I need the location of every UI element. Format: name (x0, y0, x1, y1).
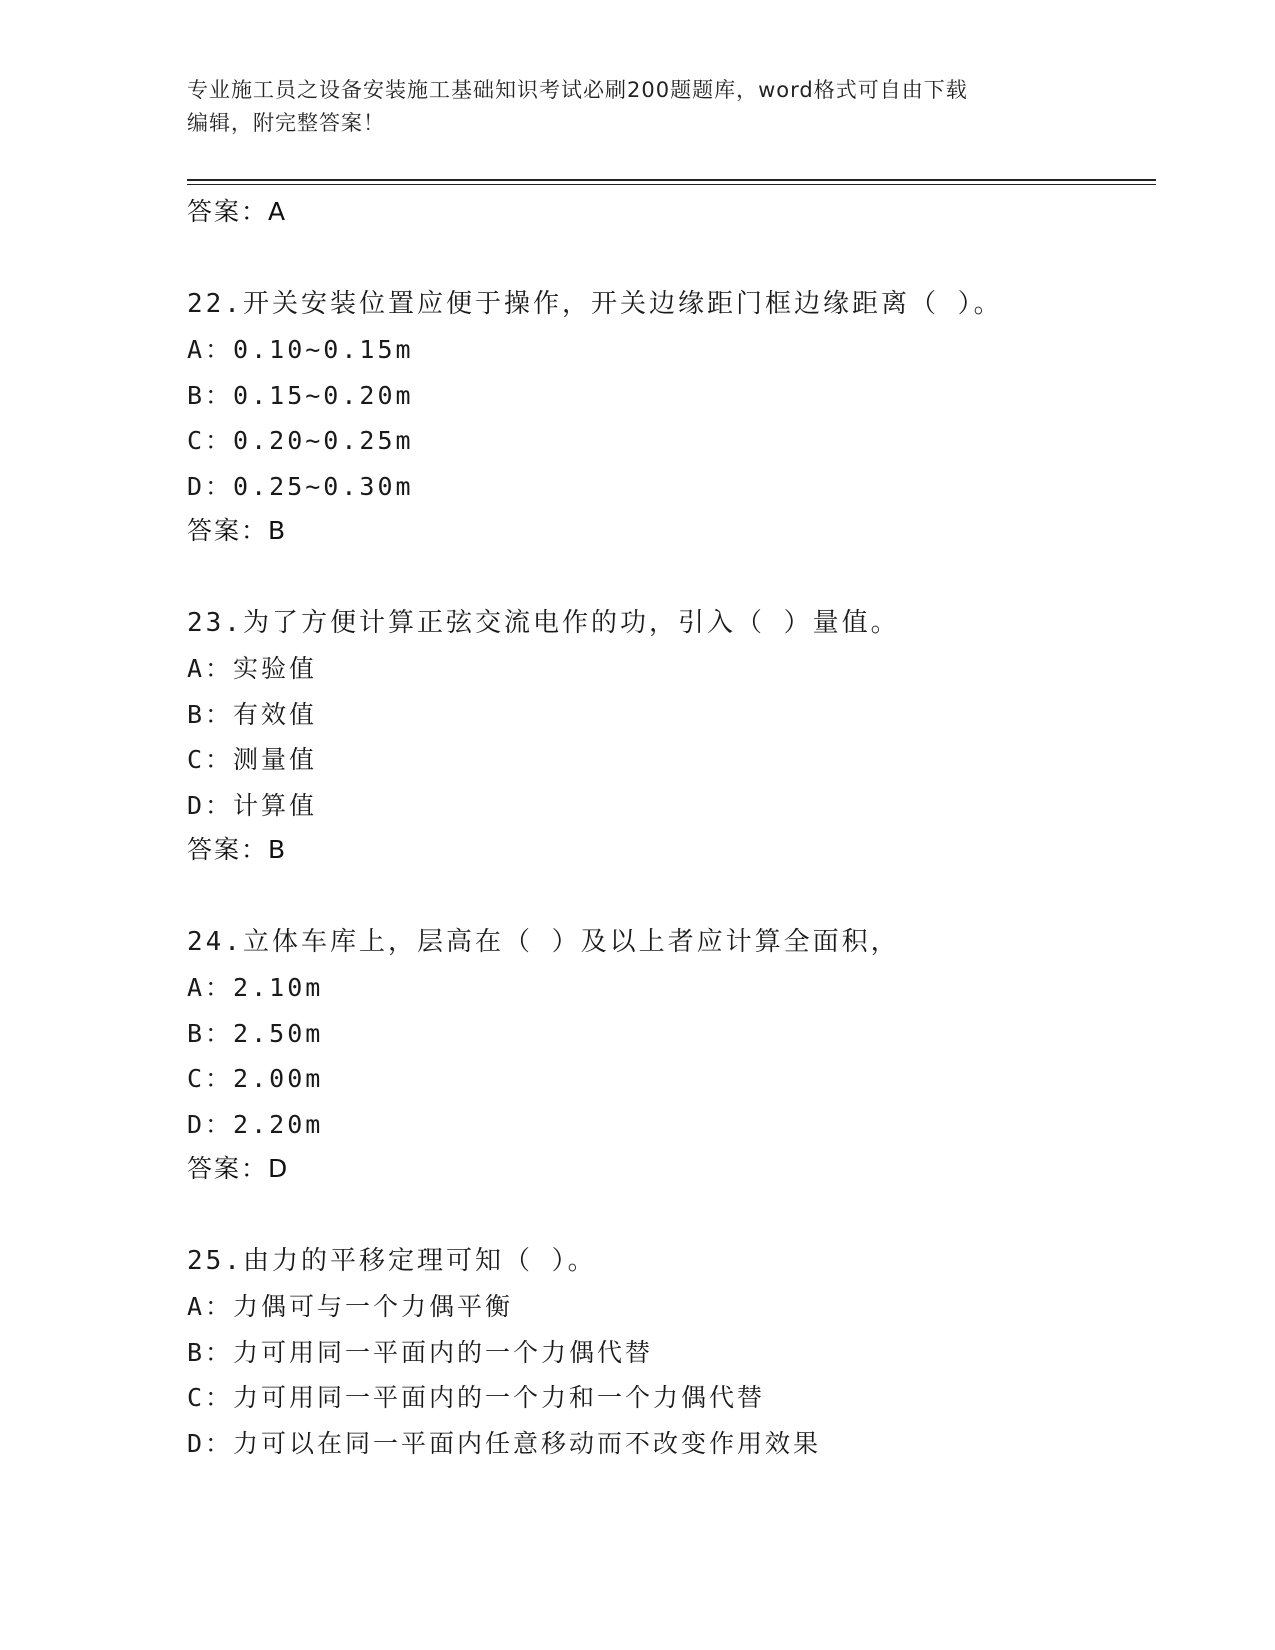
option-c: C：测量值 (187, 745, 318, 774)
document-header (187, 74, 1067, 140)
option-c: C：2.00m (187, 1064, 324, 1093)
header-divider-thick (187, 179, 1156, 181)
question-22 (187, 281, 1167, 553)
question-text: 25.由力的平移定理可知（ ）。 (187, 1246, 597, 1276)
option-c: C：0.20~0.25m (187, 426, 414, 455)
previous-answer: 答案：A (187, 197, 288, 226)
option-b: B：2.50m (187, 1018, 324, 1048)
header-line-2: 编辑，附完整答案！ (187, 111, 385, 135)
option-d: D：0.25~0.30m (187, 471, 414, 501)
option-b: B：有效值 (187, 699, 318, 729)
option-c: C：力可用同一平面内的一个力和一个力偶代替 (187, 1383, 766, 1412)
header-line-1: 专业施工员之设备安装施工基础知识考试必刷200题题库，word格式可自由下载 (187, 78, 968, 102)
option-b: B：0.15~0.20m (187, 380, 414, 410)
question-23 (187, 600, 1167, 872)
option-a: A：0.10~0.15m (187, 335, 414, 364)
question-24 (187, 919, 1167, 1191)
question-text: 24.立体车库上，层高在（ ）及以上者应计算全面积， (187, 927, 900, 957)
option-d: D：力可以在同一平面内任意移动而不改变作用效果 (187, 1428, 822, 1458)
option-a: A：实验值 (187, 654, 318, 683)
option-d: D：2.20m (187, 1109, 324, 1139)
question-text: 23.为了方便计算正弦交流电作的功，引入（ ）量值。 (187, 608, 900, 638)
answer: 答案：B (187, 835, 288, 864)
option-a: A：2.10m (187, 973, 324, 1002)
question-text: 22.开关安装位置应便于操作，开关边缘距门框边缘距离（ ）。 (187, 289, 1003, 319)
option-d: D：计算值 (187, 790, 318, 820)
answer: 答案：B (187, 516, 288, 545)
option-b: B：力可用同一平面内的一个力偶代替 (187, 1337, 654, 1367)
question-25 (187, 1238, 1167, 1466)
header-divider-thin (187, 184, 1156, 185)
question-list (187, 190, 1167, 1466)
option-a: A：力偶可与一个力偶平衡 (187, 1292, 514, 1321)
answer: 答案：D (187, 1154, 290, 1183)
